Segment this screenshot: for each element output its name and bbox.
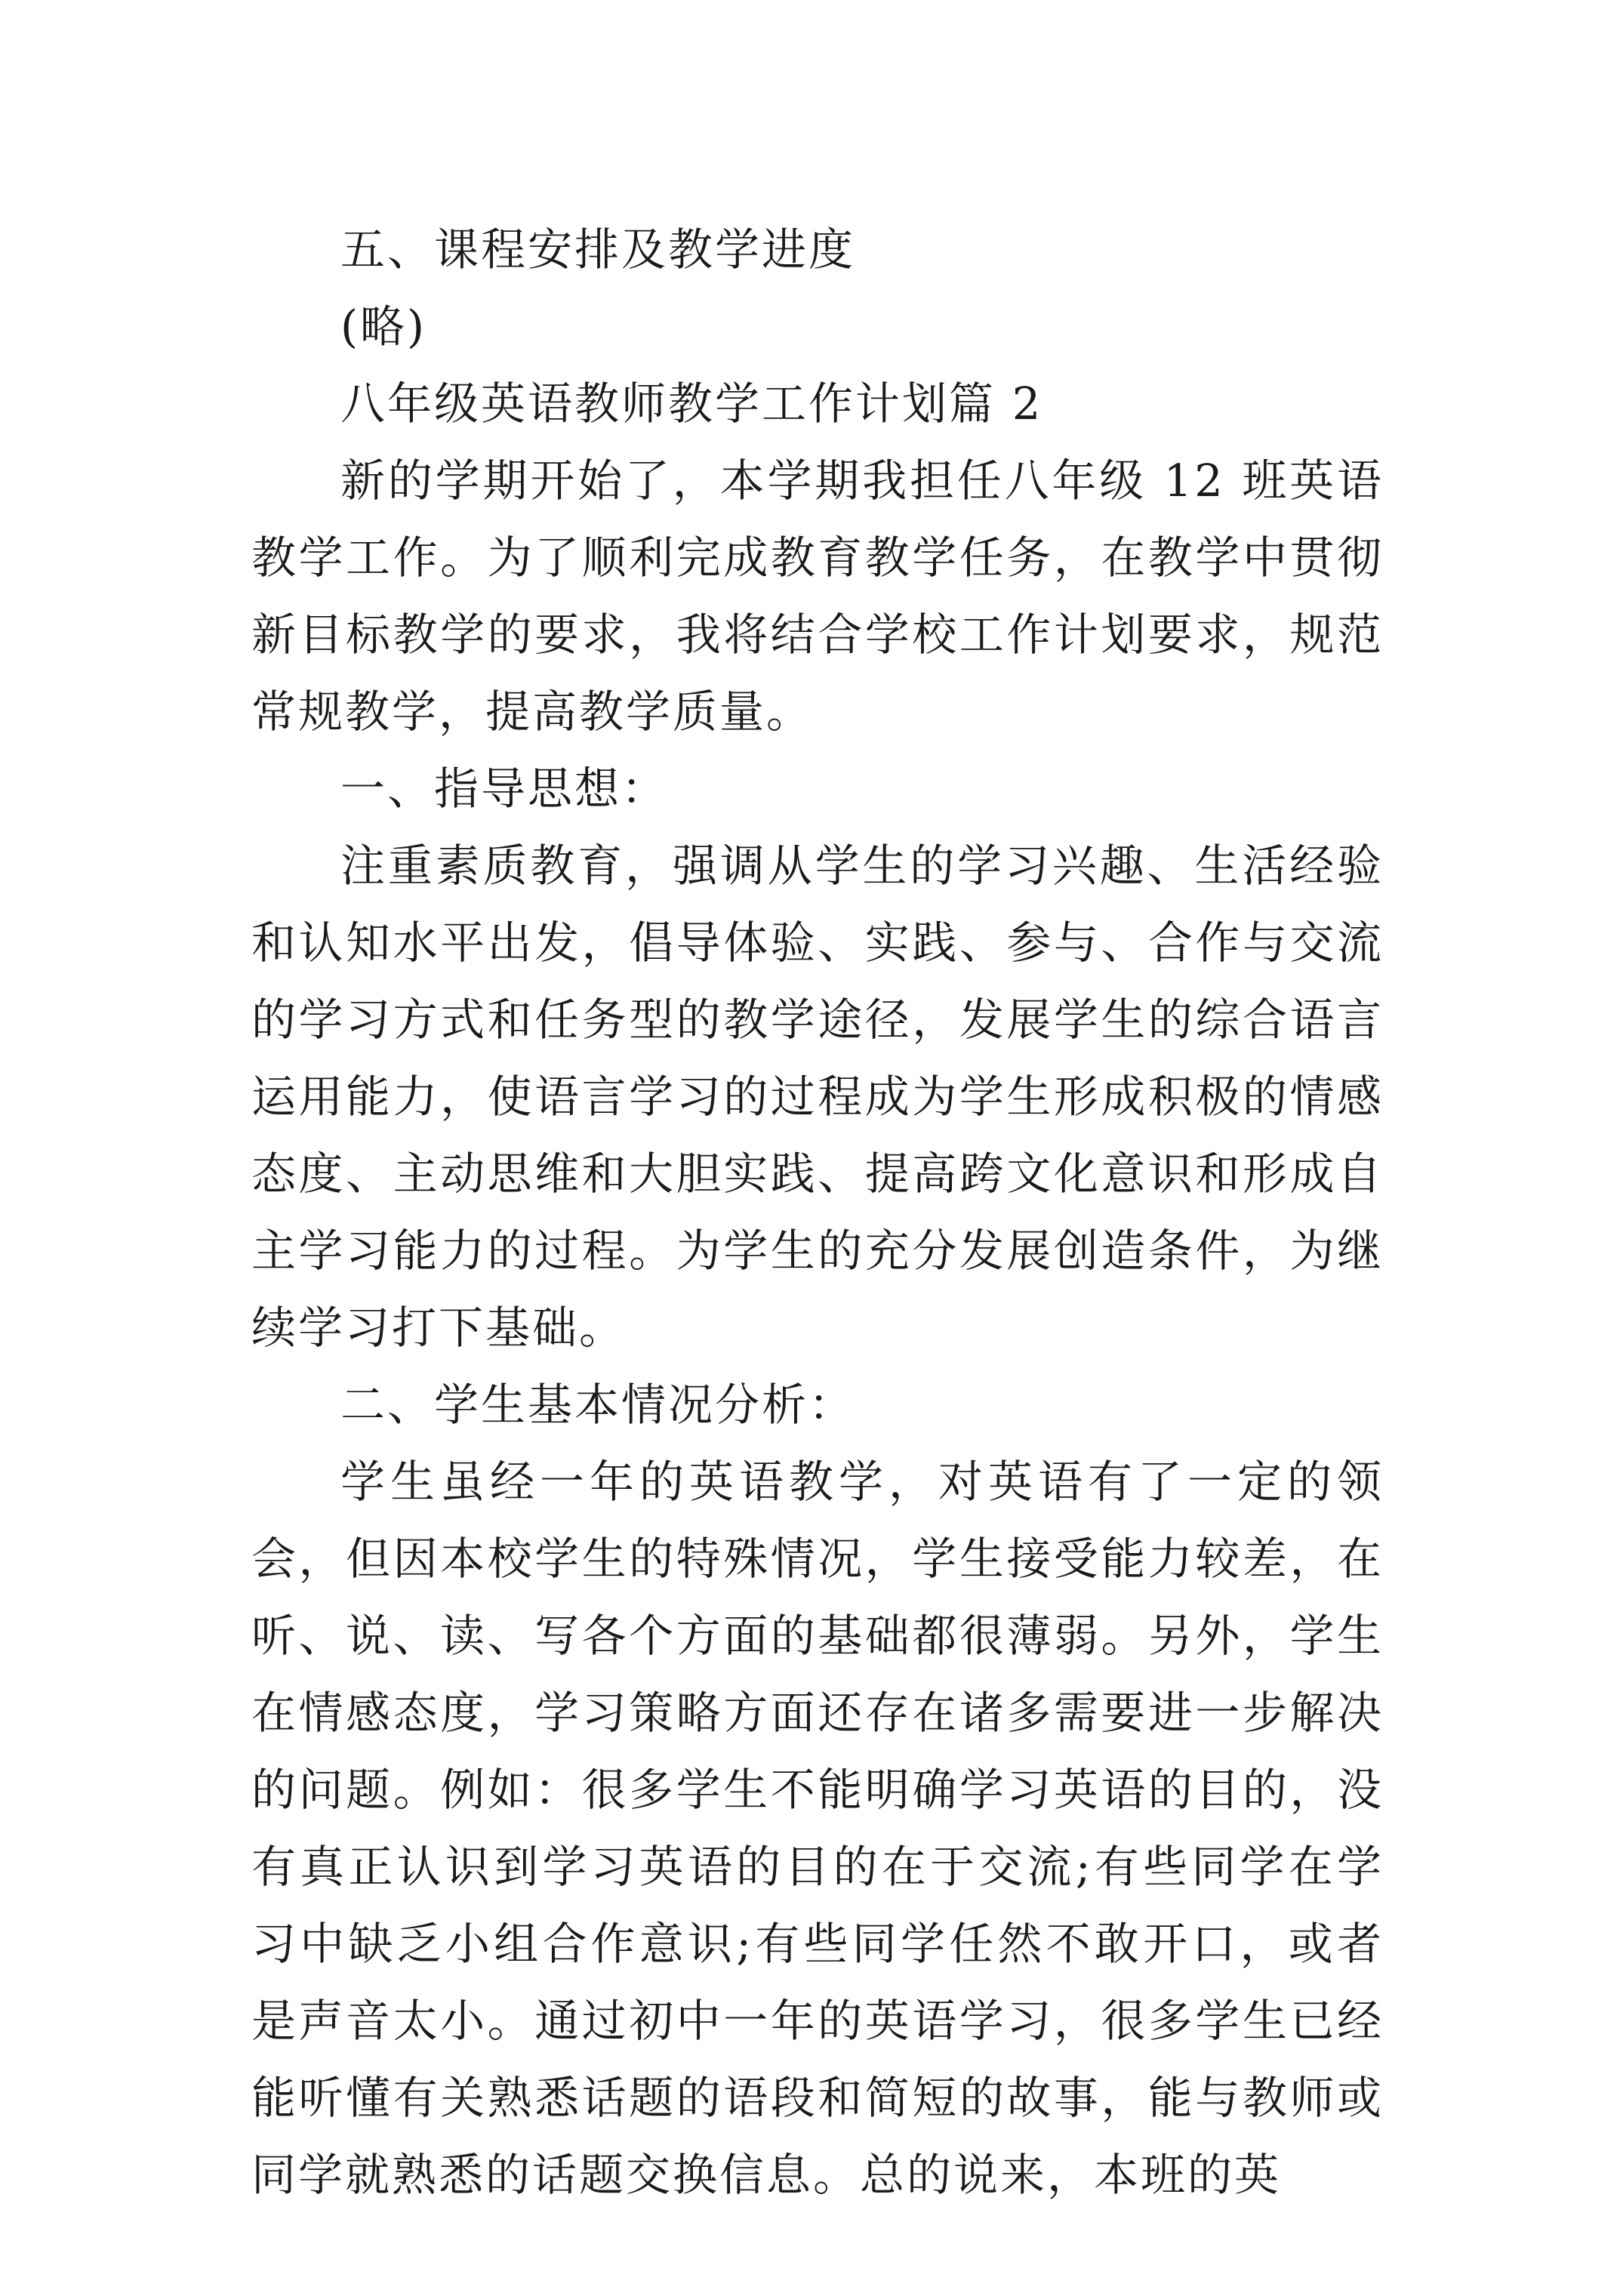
document-body <box>251 211 1384 2214</box>
omitted-note: (略) <box>340 300 427 353</box>
article-title: 八年级英语教师教学工作计划篇 2 <box>340 378 1043 430</box>
section-heading-guiding-ideas: 一、指导思想： <box>340 763 669 815</box>
section-heading-course-schedule: 五、课程安排及教学进度 <box>340 223 856 276</box>
section-heading-student-analysis: 二、学生基本情况分析： <box>340 1379 856 1431</box>
guiding-ideas-paragraph: 注重素质教育，强调从学生的学习兴趣、生活经验和认知水平出发，倡导体验、实践、参与、合作与交流的学习方式和任务型的教学途径，发展学生的综合语言运用能力，使语言学习的过程成为学生形成积极的情感态度、主动思维和大胆实践、提高跨文化意识和形成自主学习能力的过程。为学生的充分发展创造条件，为继续学习打下基础。 <box>251 840 1384 1354</box>
intro-paragraph: 新的学期开始了，本学期我担任八年级 12 班英语教学工作。为了顺利完成教育教学任务，在教学中贯彻新目标教学的要求，我将结合学校工作计划要求，规范常规教学，提高教学质量。 <box>251 455 1384 738</box>
student-analysis-paragraph: 学生虽经一年的英语教学，对英语有了一定的领会，但因本校学生的特殊情况，学生接受能力较差，在听、说、读、写各个方面的基础都很薄弱。另外，学生在情感态度，学习策略方面还存在诸多需要进一步解决的问题。例如：很多学生不能明确学习英语的目的，没有真正认识到学习英语的目的在于交流;有些同学在学习中缺乏小组合作意识;有些同学任然不敢开口，或者是声音太小。通过初中一年的英语学习，很多学生已经能听懂有关熟悉话题的语段和简短的故事，能与教师或同学就熟悉的话题交换信息。总的说来，本班的英 <box>251 1456 1384 2201</box>
